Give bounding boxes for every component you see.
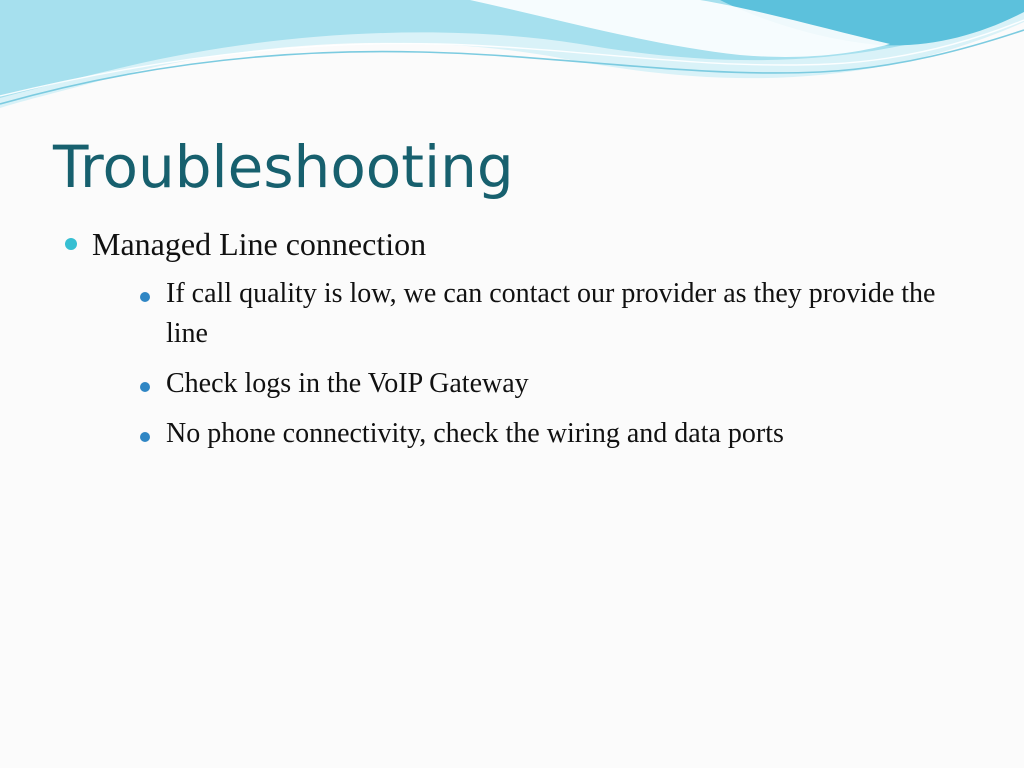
sub-bullet-text: Check logs in the VoIP Gateway bbox=[166, 368, 529, 399]
bullet-item bbox=[60, 222, 960, 454]
sub-bullet-text: If call quality is low, we can contact our provider as they provide the line bbox=[166, 278, 936, 349]
bullet-text: Managed Line connection bbox=[92, 226, 427, 262]
sub-bullet-dot-icon bbox=[140, 382, 150, 392]
sub-bullet-item bbox=[134, 274, 960, 354]
sub-bullet-dot-icon bbox=[140, 292, 150, 302]
sub-bullet-list bbox=[92, 274, 960, 454]
bullet-list bbox=[60, 222, 960, 464]
sub-bullet-item bbox=[134, 364, 960, 404]
header-wave-decoration bbox=[0, 0, 1024, 130]
slide-title: Troubleshooting bbox=[53, 133, 514, 201]
sub-bullet-item bbox=[134, 414, 960, 454]
sub-bullet-text: No phone connectivity, check the wiring and data ports bbox=[166, 418, 784, 449]
bullet-dot-icon bbox=[65, 238, 77, 250]
sub-bullet-dot-icon bbox=[140, 432, 150, 442]
